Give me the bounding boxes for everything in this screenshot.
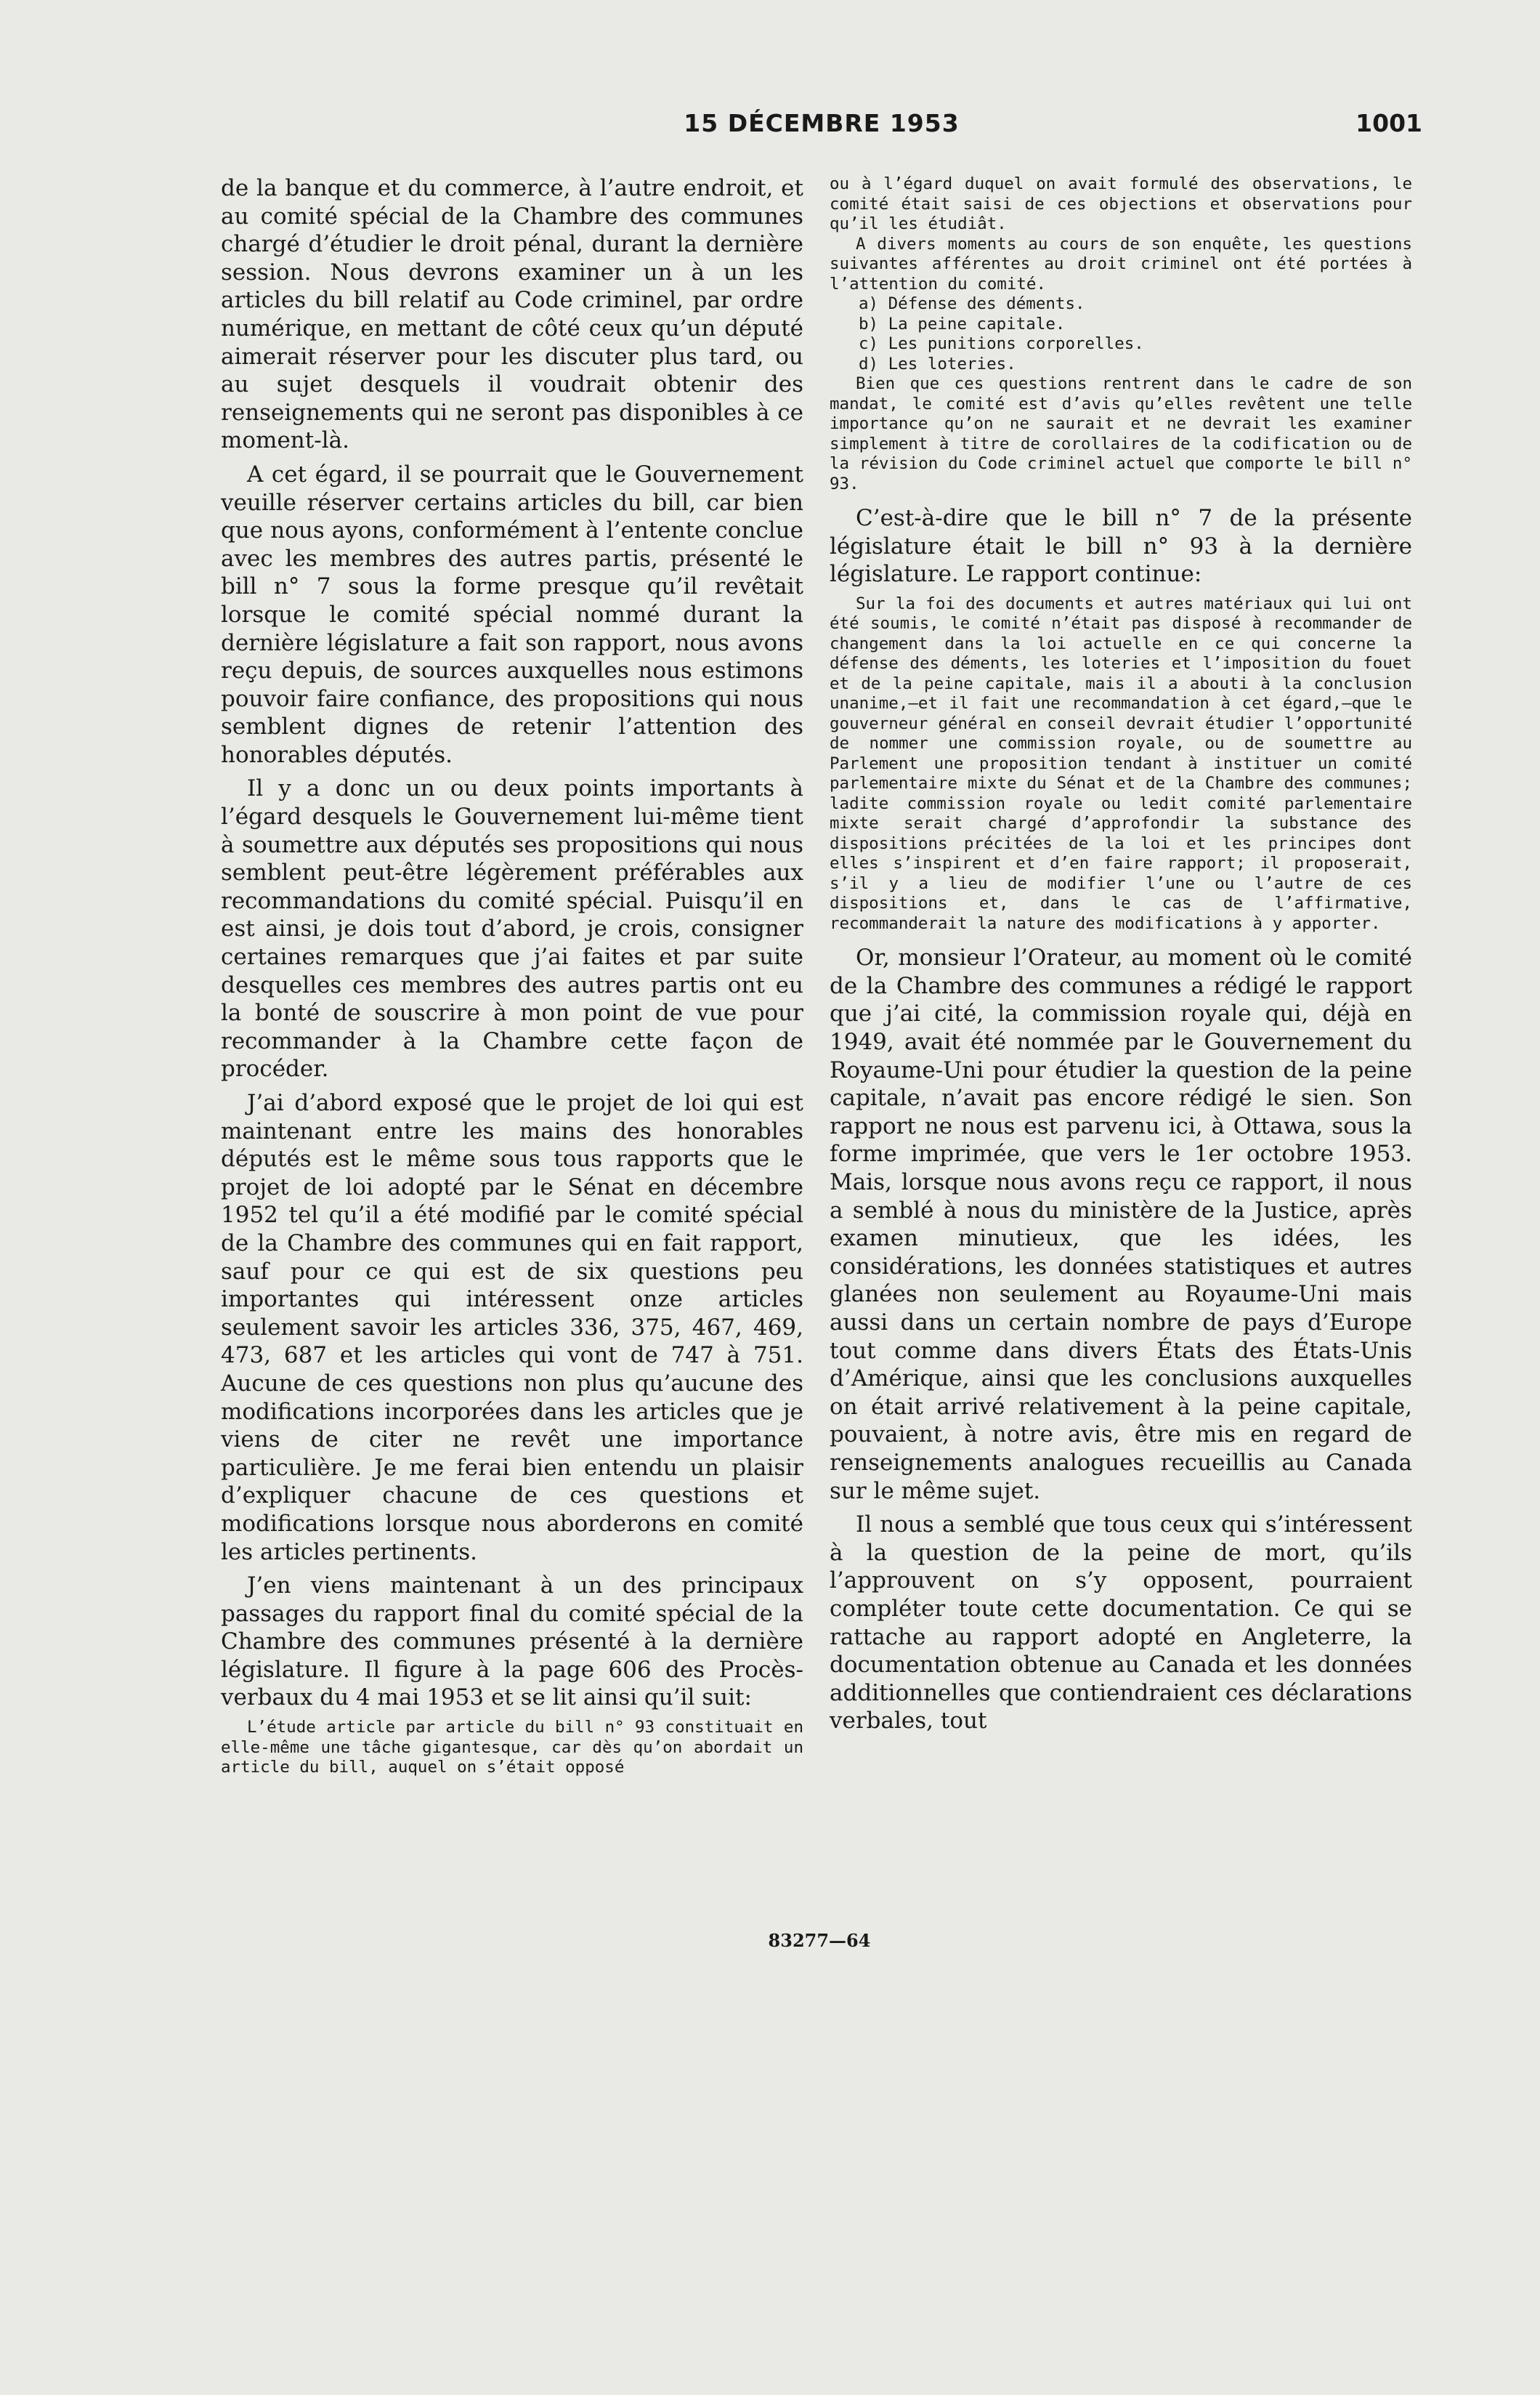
print-code: 83277—64 — [768, 1930, 871, 1951]
paragraph: de la banque et du commerce, à l’autre endroit, et au comité spécial de la Chambre des communes chargé d’étudier le droit pénal, durant la dernière session. Nous devrons examiner un à un les articles du bill relatif au Code criminel, par ordre numérique, en mettant de côté ceux qu’un député aimerait réserver pour les discuter plus tard, ou au sujet desquels il voudrait obtenir des renseignements qui ne seront pas disponibles à ce moment-là. — [221, 175, 803, 454]
paragraph: C’est-à-dire que le bill n° 7 de la présente législature était le bill n° 93 à la dernière législature. Le rapport continue: — [830, 505, 1412, 588]
paragraph: J’en viens maintenant à un des principaux passages du rapport final du comité spécial de la Chambre des communes présenté à la dernière législature. Il figure à la page 606 des Procès-verbaux du 4 mai 1953 et se lit ainsi qu’il suit: — [221, 1572, 803, 1711]
quoted-report-text: L’étude article par article du bill n° 93 constituait en elle-même une tâche gigantesque, car dès qu’on abordait un article du bill, auquel on s’était opposé — [221, 1718, 803, 1777]
quoted-report-text: ou à l’égard duquel on avait formulé des observations, le comité était saisi de ces objections et observations pour qu’il les étudiât. — [830, 174, 1412, 233]
quoted-report-text: Sur la foi des documents et autres matériaux qui lui ont été soumis, le comité n’était pas disposé à recommander de changement dans la loi actuelle en ce qui concerne la défense des déments, les loteries et l’imposition du fouet et de la peine capitale, mais il a abouti à la conclusion unanime,—et il fait une recommandation à cet égard,—que le gouverneur général en conseil devrait étudier l’opportunité de nommer une commission royale, ou de soumettre au Parlement une proposition tendant à instituer un comité parlementaire mixte du Sénat et de la Chambre des communes; ladite commission royale ou ledit comité parlementaire mixte serait chargé d’approfondir la substance des dispositions précitées de la loi et les principes dont elles s’inspirent et d’en faire rapport; il proposerait, s’il y a lieu de modifier l’une ou l’autre de ces dispositions et, dans le cas de l’affirmative, recommanderait la nature des modifications à y apporter. — [830, 594, 1412, 933]
list-item: c) Les punitions corporelles. — [859, 334, 1144, 353]
quoted-report-text: A divers moments au cours de son enquête, les questions suivantes afférentes au droit criminel ont été portées à l’attention du comité. — [830, 234, 1412, 294]
paragraph: Il y a donc un ou deux points importants à l’égard desquels le Gouvernement lui-même tient à soumettre aux députés ses propositions qui nous semblent peut-être légèrement préférables aux recommandations du comité spécial. Puisqu’il en est ainsi, je dois tout d’abord, je crois, consigner certaines remarques que j’ai faites et par suite desquelles ces membres des autres partis ont eu la bonté de souscrire à mon point de vue pour recommander à la Chambre cette façon de procéder. — [221, 775, 803, 1083]
list-item: b) La peine capitale. — [859, 314, 1066, 334]
paragraph: J’ai d’abord exposé que le projet de loi qui est maintenant entre les mains des honorables députés est le même sous tous rapports que le projet de loi adopté par le Sénat en décembre 1952 tel qu’il a été modifié par le comité spécial de la Chambre des communes qui en fait rapport, sauf pour ce qui est de six questions peu importantes qui intéressent onze articles seulement savoir les articles 336, 375, 467, 469, 473, 687 et les articles qui vont de 747 à 751. Aucune de ces questions non plus qu’aucune des modifications incorporées dans les articles que je viens de citer ne revêt une importance particulière. Je me ferai bien entendu un plaisir d’expliquer chacune de ces questions et modifications lorsque nous aborderons en comité les articles pertinents. — [221, 1090, 803, 1565]
left-column — [221, 174, 803, 1778]
page-header — [221, 109, 1422, 153]
paragraph: Il nous a semblé que tous ceux qui s’intéressent à la question de la peine de mort, qu’ils l’approuvent on s’y opposent, pourraient compléter toute cette documentation. Ce qui se rattache au rapport adopté en Angleterre, la documentation obtenue au Canada et les données additionnelles que contiendraient ces déclarations verbales, tout — [830, 1511, 1412, 1734]
paragraph: Or, monsieur l’Orateur, au moment où le comité de la Chambre des communes a rédigé le rapport que j’ai cité, la commission royale qui, déjà en 1949, avait été nommée par le Gouvernement du Royaume-Uni pour étudier la question de la peine capitale, n’avait pas encore rédigé le sien. Son rapport ne nous est parvenu ici, à Ottawa, sous la forme imprimée, que vers le 1er octobre 1953. Mais, lorsque nous avons reçu ce rapport, il nous a semblé à nous du ministère de la Justice, après examen minutieux, que les idées, les considérations, les données statistiques et autres glanées non seulement au Royaume-Uni mais aussi dans un certain nombre de pays d’Europe tout comme dans divers États des États-Unis d’Amérique, ainsi que les conclusions auxquelles on était arrivé relativement à la peine capitale, pouvaient, à notre avis, être mis en regard de renseignements analogues recueillis au Canada sur le même sujet. — [830, 945, 1412, 1504]
paragraph: A cet égard, il se pourrait que le Gouvernement veuille réserver certains articles du bill, car bien que nous ayons, conformément à l’entente conclue avec les membres des autres partis, présenté le bill n° 7 sous la forme presque qu’il revêtait lorsque le comité spécial nommé durant la dernière législature a fait son rapport, nous avons reçu depuis, de sources auxquelles nous estimons pouvoir faire confiance, des propositions qui nous semblent dignes de retenir l’attention des honorables députés. — [221, 461, 803, 768]
right-column — [830, 174, 1412, 1741]
list-item: d) Les loteries. — [859, 354, 1016, 373]
quoted-report-text: Bien que ces questions rentrent dans le cadre de son mandat, le comité est d’avis qu’elles revêtent une telle importance qu’on ne saurait et ne devrait les examiner simplement à titre de corollaires de la codification ou de la révision du Code criminel actuel que comporte le bill n° 93. — [830, 374, 1412, 493]
list-item: a) Défense des déments. — [859, 294, 1085, 313]
page-number: 1001 — [1355, 109, 1422, 137]
header-date: 15 DÉCEMBRE 1953 — [684, 109, 960, 137]
